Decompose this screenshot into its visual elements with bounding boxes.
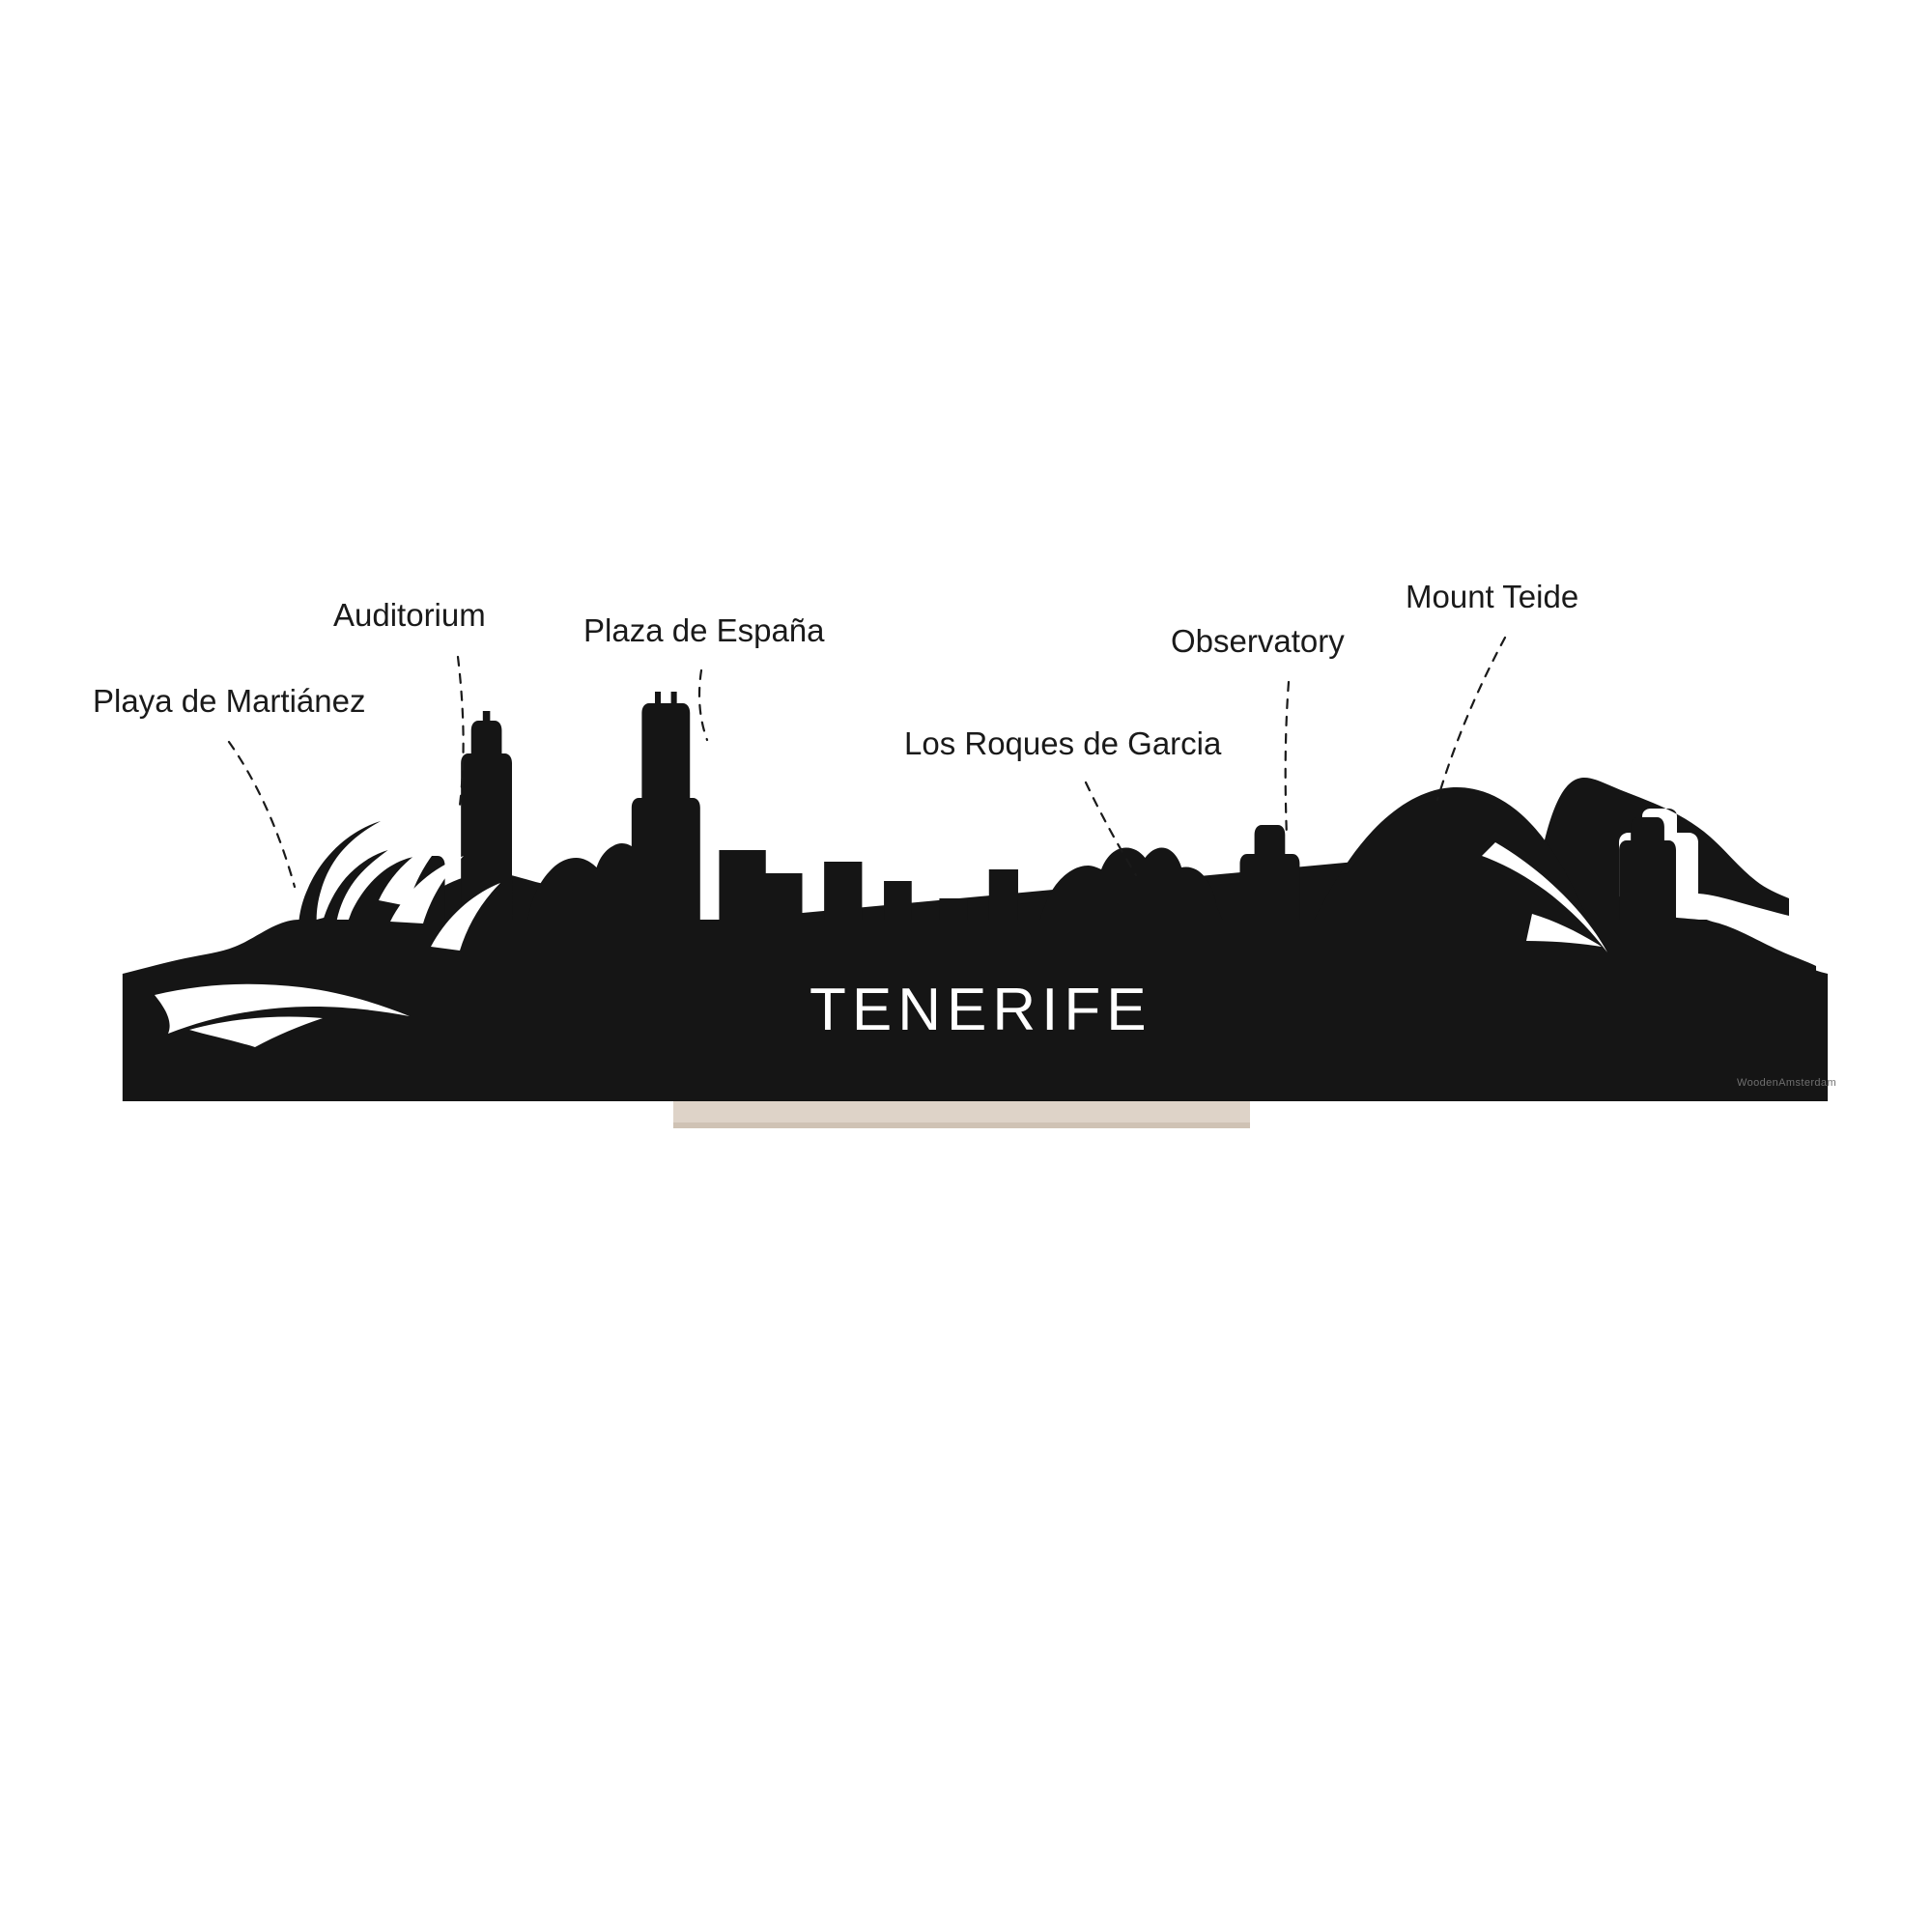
label-los-roques-de-garcia: Los Roques de Garcia: [904, 725, 1222, 761]
display-base-edge: [673, 1122, 1250, 1128]
label-mount-teide: Mount Teide: [1406, 579, 1579, 614]
leader-mount-teide: [1437, 638, 1505, 800]
leader-lines: [229, 638, 1505, 887]
label-playa-de-martianez: Playa de Martiánez: [93, 683, 366, 719]
label-observatory: Observatory: [1171, 623, 1345, 659]
label-plaza-de-espana: Plaza de España: [583, 612, 825, 648]
city-name: TENERIFE: [810, 977, 1152, 1043]
display-base: [673, 1101, 1250, 1122]
leader-playa-de-martianez: [229, 742, 295, 887]
leader-observatory: [1286, 682, 1289, 837]
callout-labels: [93, 579, 1578, 761]
brand-mark: WoodenAmsterdam: [1737, 1077, 1837, 1089]
label-auditorium: Auditorium: [333, 597, 486, 633]
leader-plaza-de-espana: [699, 670, 707, 740]
leader-auditorium: [458, 657, 464, 806]
